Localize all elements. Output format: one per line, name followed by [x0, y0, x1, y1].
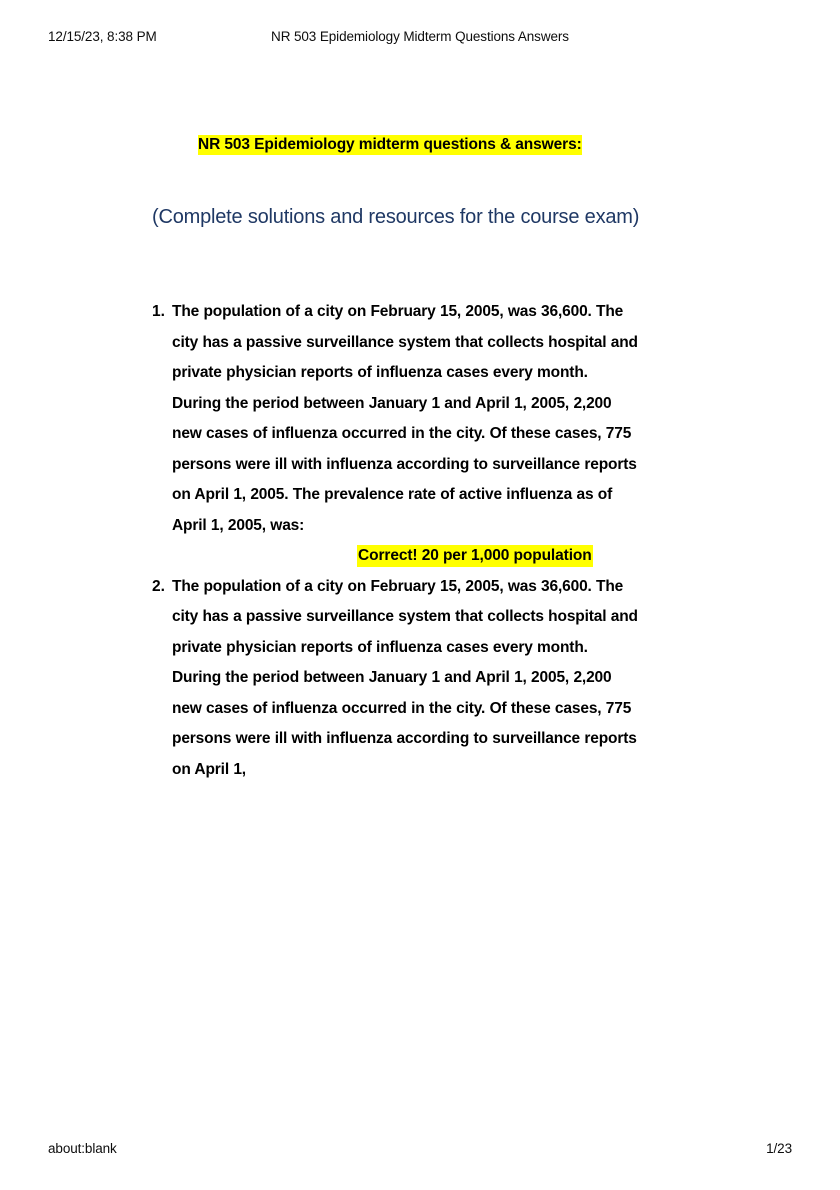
document-subtitle: (Complete solutions and resources for the course exam): [152, 206, 640, 228]
question-list: [0, 297, 840, 785]
question-answer: [172, 541, 640, 572]
answer-highlight: Correct! 20 per 1,000 population: [357, 545, 593, 567]
print-footer-url: about:blank: [48, 1141, 117, 1156]
question-text: The population of a city on February 15, 2005, was 36,600. The city has a passive surveillance system that collects hospital and private physician reports of influenza cases every month. During the period between January 1 and April 1, 2005, 2,200 new cases of influenza occurred in the city. Of these cases, 775 persons were ill with influenza according to surveillance reports on April 1, 2005. The prevalence rate of active influenza as of April 1, 2005, was:: [172, 303, 638, 534]
browser-print-footer: [0, 1141, 840, 1161]
question-item: [0, 297, 840, 572]
document-title-highlight: NR 503 Epidemiology midterm questions & answers:: [198, 136, 582, 153]
question-item: [0, 572, 840, 786]
print-header-document-title: NR 503 Epidemiology Midterm Questions Answers: [271, 29, 569, 44]
question-number: 2.: [152, 577, 165, 595]
question-text: The population of a city on February 15, 2005, was 36,600. The city has a passive surveillance system that collects hospital and private physician reports of influenza cases every month. During the period between January 1 and April 1, 2005, 2,200 new cases of influenza occurred in the city. Of these cases, 775 persons were ill with influenza according to surveillance reports on April 1,: [172, 577, 638, 778]
document-title: [198, 133, 582, 156]
question-number: 1.: [152, 303, 165, 320]
print-header-datetime: 12/15/23, 8:38 PM: [48, 29, 157, 44]
print-footer-page-number: 1/23: [766, 1141, 792, 1156]
browser-print-header: [0, 29, 840, 49]
